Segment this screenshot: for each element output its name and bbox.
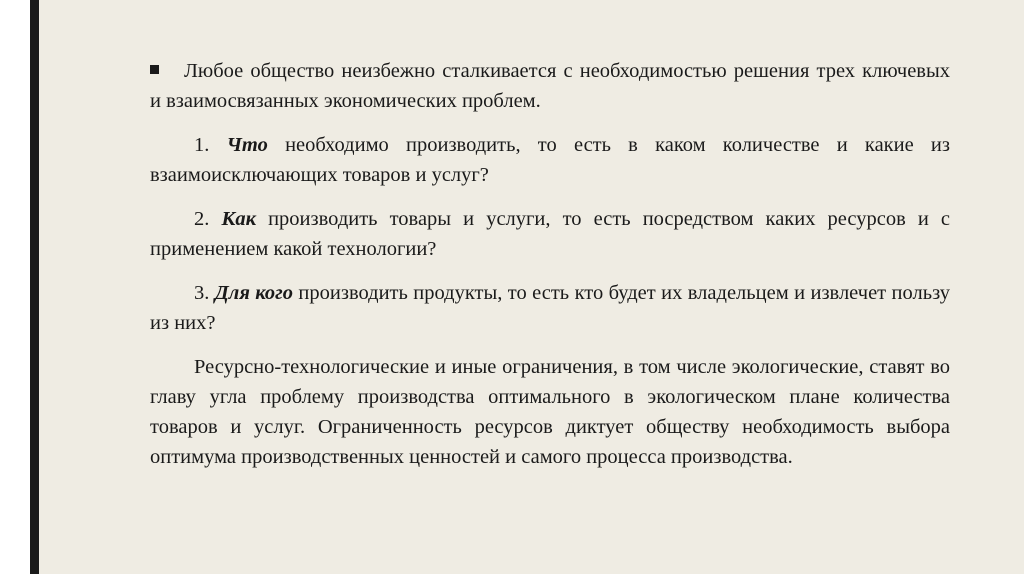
left-accent-bar [30, 0, 39, 574]
question-3 [150, 278, 950, 338]
question-2-keyword: Как [221, 208, 256, 230]
square-bullet-icon [150, 65, 159, 74]
conclusion-paragraph: Ресурсно-технологические и иные ограничения, в том числе экологические, ставят во главу угла проблему производства оптимального в экологическом плане количества товаров и услуг. Ограниченность ресурсов диктует обществу необходимость выбора оптимума производственных ценностей и самого процесса производства. [150, 356, 950, 468]
intro-text: Любое общество неизбежно сталкивается с необходимостью решения трех ключевых и взаимосвязанных экономических проблем. [150, 60, 950, 112]
question-3-keyword: Для кого [214, 282, 293, 304]
question-1-number: 1. [194, 134, 227, 156]
slide-content [150, 56, 950, 472]
question-3-text: производить продукты, то есть кто будет их владельцем и извлечет пользу из них? [150, 282, 950, 334]
question-3-number: 3. [194, 282, 215, 304]
question-2 [150, 204, 950, 264]
question-2-text: производить товары и услуги, то есть посредством каких ресурсов и с применением какой технологии? [150, 208, 950, 260]
question-2-number: 2. [194, 208, 222, 230]
question-1-keyword: Что [226, 134, 268, 156]
question-1-text: необходимо производить, то есть в каком количестве и какие из взаимоисключающих товаров и услуг? [150, 134, 950, 186]
left-white-margin [0, 0, 30, 574]
bullet-paragraph-intro [150, 56, 950, 116]
question-1 [150, 130, 950, 190]
